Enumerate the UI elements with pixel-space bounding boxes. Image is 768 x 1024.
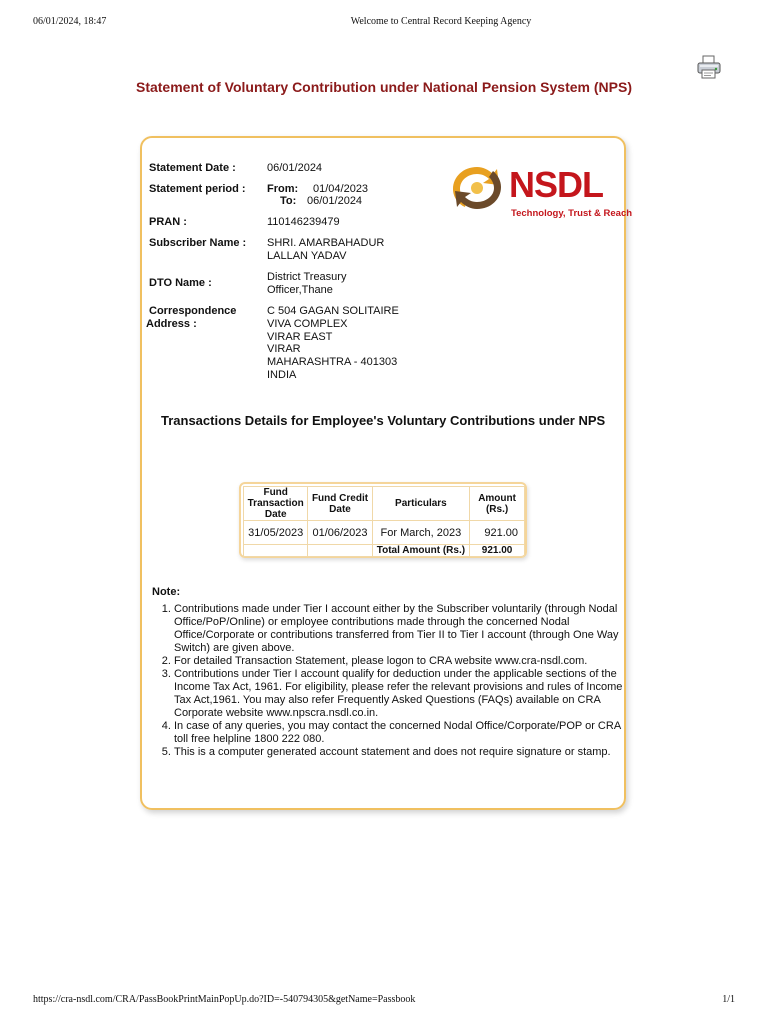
table-row <box>244 521 525 545</box>
address-line: VIRAR EAST <box>267 331 333 343</box>
transactions-table <box>243 486 525 557</box>
subscriber-name-label: Subscriber Name : <box>149 237 247 249</box>
print-page-title: Welcome to Central Record Keeping Agency <box>350 16 532 27</box>
address-line: VIRAR <box>267 343 301 355</box>
note-item: 5. This is a computer generated account statement and does not require signature or stamp. <box>174 746 634 759</box>
table-header-row <box>244 487 525 521</box>
cell-particulars: For March, 2023 <box>372 521 470 545</box>
cell-amount: 921.00 <box>470 521 525 545</box>
col-amount <box>470 487 525 521</box>
transactions-table-frame <box>239 482 527 558</box>
nsdl-swirl-icon <box>449 163 505 213</box>
pran-label: PRAN : <box>149 216 187 228</box>
nsdl-tagline: Technology, Trust & Reach <box>511 208 633 219</box>
nsdl-logo <box>449 163 633 225</box>
print-url: https://cra-nsdl.com/CRA/PassBookPrintMainPopUp.do?ID=-540794305&getName=Passbook <box>33 994 416 1005</box>
statement-period-label: Statement period : <box>149 183 246 195</box>
page-title: Statement of Voluntary Contribution under National Pension System (NPS) <box>135 79 632 95</box>
period-to-label: To: <box>280 195 297 207</box>
cell-fund-credit-date: 01/06/2023 <box>308 521 372 545</box>
address-line: MAHARASHTRA - 401303 <box>267 356 398 368</box>
statement-date-label: Statement Date : <box>149 162 236 174</box>
address-line: C 504 GAGAN SOLITAIRE <box>267 305 399 317</box>
period-from-label: From: <box>267 183 299 195</box>
col-fund-credit-date <box>308 487 372 521</box>
period-from-value: 01/04/2023 <box>313 183 369 195</box>
notes-title: Note: <box>152 586 181 598</box>
header-text: Date <box>264 509 287 520</box>
total-amount-label: Total Amount (Rs.) <box>372 545 470 557</box>
header-text: Transaction <box>247 498 304 509</box>
printer-icon[interactable] <box>696 54 722 80</box>
print-page-number: 1/1 <box>722 994 735 1005</box>
statement-date-value: 06/01/2024 <box>267 162 323 174</box>
total-amount-value: 921.00 <box>470 545 525 557</box>
note-item: 2. For detailed Transaction Statement, please logon to CRA website www.cra-nsdl.com. <box>174 655 634 668</box>
header-text: Fund Credit <box>311 492 369 504</box>
address-line: VIVA COMPLEX <box>267 318 348 330</box>
cell-empty <box>244 545 308 557</box>
notes-list <box>152 603 634 759</box>
note-item: 4. In case of any queries, you may contact the concerned Nodal Office/Corporate/POP or CRA toll free helpline 1800 222 080. <box>174 720 634 746</box>
header-text: Date <box>329 503 351 515</box>
address-label-line2: Address : <box>146 318 197 330</box>
col-fund-transaction-date <box>244 487 308 521</box>
pran-value: 110146239479 <box>267 216 340 228</box>
col-particulars: Particulars <box>372 487 470 521</box>
header-text: Fund <box>263 487 288 498</box>
cell-fund-transaction-date: 31/05/2023 <box>244 521 308 545</box>
nsdl-wordmark: NSDL <box>509 164 603 205</box>
transactions-section-title <box>149 413 619 428</box>
header-text: (Rs.) <box>485 503 509 515</box>
print-datetime: 06/01/2024, 18:47 <box>33 16 107 27</box>
cell-empty <box>308 545 372 557</box>
transactions-section-title-text: Transactions Details for Employee's Voluntary Contributions under NPS <box>161 413 606 428</box>
address-label-line1: Correspondence <box>149 305 237 317</box>
dto-name-label: DTO Name : <box>149 277 212 289</box>
note-item: 3. Contributions under Tier I account qualify for deduction under the applicable sections of the Income Tax Act, 1961. For eligibility, please refer the relevant provisions and rules of Income Tax Act,1961. You may also refer Frequently Asked Questions (FAQs) available on CRA Corporate website www.npscra.nsdl.co.in. <box>174 668 634 720</box>
period-to-value: 06/01/2024 <box>307 195 363 207</box>
subscriber-name-line1: SHRI. AMARBAHADUR <box>267 237 385 249</box>
note-item: 1. Contributions made under Tier I account either by the Subscriber voluntarily (through Nodal Office/PoP/Online) or employee contributions made through the concerned Nodal Office/Corporate or contributions transferred from Tier II to Tier I account (through One Way Switch) are given above. <box>174 603 634 655</box>
dto-name-line2: Officer,Thane <box>267 284 333 296</box>
subscriber-name-line2: LALLAN YADAV <box>267 250 347 262</box>
table-total-row <box>244 545 525 557</box>
dto-name-line1: District Treasury <box>267 271 347 283</box>
header-text: Amount <box>478 492 516 504</box>
address-line: INDIA <box>267 369 297 381</box>
